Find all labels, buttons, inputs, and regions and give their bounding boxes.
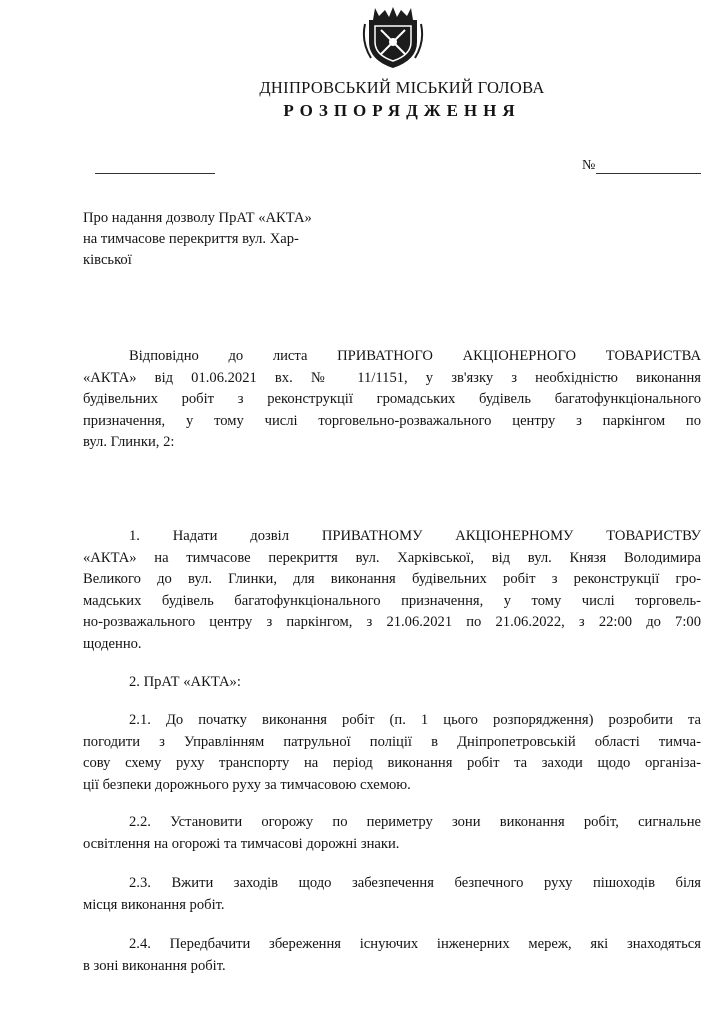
- item-2-3-line: 2.3. Вжити заходів щодо забезпечення безпечного руху пішоходів біля: [129, 875, 701, 891]
- item-1-line: мадських будівель багатофункціонального призначення, у тому числі торговель-: [83, 592, 701, 609]
- item-2-2-paragraph: [83, 812, 701, 855]
- number-label: №: [582, 158, 596, 173]
- item-1-line: Великого до вул. Глинки, для виконання будівельних робіт з реконструкції гро-: [83, 571, 701, 587]
- item-2-1-line: погодити з Управлінням патрульної поліції в Дніпропетровській області тимча-: [83, 733, 701, 750]
- item-2-heading-text: 2. ПрАТ «АКТА»:: [129, 674, 241, 690]
- document-type: РОЗПОРЯДЖЕННЯ: [283, 101, 521, 120]
- subject-line: Про надання дозволу ПрАТ «АКТА»: [83, 210, 312, 226]
- item-1-line: щоденно.: [83, 635, 142, 652]
- issuer-title: ДНІПРОВСЬКИЙ МІСЬКИЙ ГОЛОВА: [259, 78, 545, 97]
- number-blank-line: [596, 173, 701, 174]
- item-2-2-line: освітлення на огорожі та тимчасові дорожні знаки.: [83, 835, 400, 852]
- preamble-line: «АКТА» від 01.06.2021 вх. № 11/1151, у зв'язку з необхідністю виконання: [83, 369, 701, 386]
- item-1-line: «АКТА» на тимчасове перекриття вул. Харківської, від вул. Князя Володимира: [83, 549, 701, 566]
- document-subject: [83, 208, 373, 271]
- item-2-4-paragraph: [83, 934, 701, 977]
- item-1-paragraph: [83, 526, 701, 655]
- subject-line: ківської: [83, 252, 132, 268]
- preamble-line: Відповідно до листа ПРИВАТНОГО АКЦІОНЕРНОГО ТОВАРИСТВА: [129, 348, 701, 364]
- item-2-4-line: 2.4. Передбачити збереження існуючих інженерних мереж, які знаходяться: [129, 936, 701, 952]
- item-2-heading: [83, 672, 701, 694]
- item-2-1-paragraph: [83, 710, 701, 796]
- item-2-1-line: 2.1. До початку виконання робіт (п. 1 цього розпорядження) розробити та: [129, 712, 701, 728]
- date-blank-line: [95, 173, 215, 174]
- item-2-2-line: 2.2. Установити огорожу по периметру зони виконання робіт, сигнальне: [129, 814, 701, 830]
- item-1-line: но-розважального центру з паркінгом, з 21.06.2021 по 21.06.2022, з 22:00 до 7:00: [83, 614, 701, 630]
- item-2-3-paragraph: [83, 873, 701, 916]
- preamble-line: призначення, у тому числі торговельно-розважального центру з паркінгом по: [83, 412, 701, 429]
- item-2-3-line: місця виконання робіт.: [83, 896, 225, 913]
- subject-line: на тимчасове перекриття вул. Хар-: [83, 231, 299, 247]
- dnipro-coat-of-arms-icon: [361, 2, 425, 72]
- item-2-1-line: ції безпеки дорожнього руху за тимчасовою схемою.: [83, 776, 411, 793]
- item-2-1-line: сову схему руху транспорту на період виконання робіт та заходи щодо організа-: [83, 755, 701, 771]
- preamble-paragraph: [83, 346, 701, 454]
- preamble-line: будівельних робіт з реконструкції громадських будівель багатофункціонального: [83, 391, 701, 407]
- item-1-line: 1. Надати дозвіл ПРИВАТНОМУ АКЦІОНЕРНОМУ ТОВАРИСТВУ: [129, 528, 701, 544]
- item-2-4-line: в зоні виконання робіт.: [83, 957, 226, 974]
- preamble-line: вул. Глинки, 2:: [83, 434, 175, 450]
